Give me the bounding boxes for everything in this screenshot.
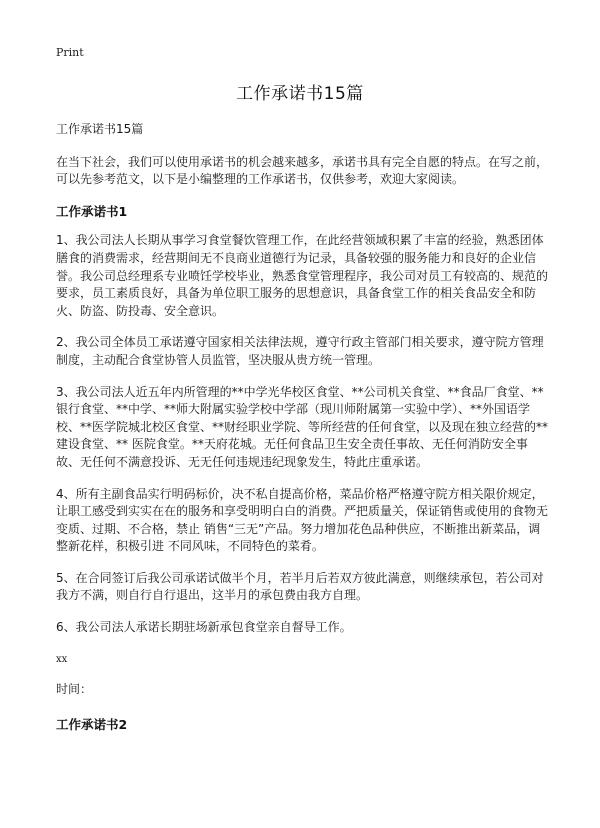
intro-paragraph: 在当下社会，我们可以使用承诺书的机会越来越多，承诺书具有完全自愿的特点。在写之前，可以先参考范文，以下是小编整理的工作承诺书，仅供参考，欢迎大家阅读。: [56, 154, 549, 187]
print-label[interactable]: Print: [56, 46, 84, 59]
document-body: [56, 121, 550, 745]
section-heading-1: 工作承诺书1: [56, 203, 128, 219]
section-heading-2: 工作承诺书2: [56, 716, 128, 732]
paragraph-4: 4、所有主副食品实行明码标价，决不私自提高价格，菜品价格严格遵守院方相关限价规定，让职工感受到实实在在的服务和享受明明白白的消费。严把质量关，保证销售或使用的食物无变质、过期、不合格，禁止 销售“三无”产品。努力增加花色品种供应，不断推出新菜品，调整新花样，积极引进 不同风味，不同特色的菜肴。: [56, 486, 549, 554]
signature: xx: [56, 653, 68, 665]
paragraph-2: 2、我公司全体员工承诺遵守国家相关法律法规，遵守行政主管部门相关要求，遵守院方管理制度，主动配合食堂协管人员监管，坚决服从贵方统一管理。: [56, 335, 544, 367]
time-label: 时间：: [56, 682, 93, 697]
page-title: 工作承诺书15篇: [236, 84, 364, 104]
paragraph-3: 3、我公司法人近五年内所管理的**中学光华校区食堂、**公司机关食堂、**食品厂食堂、**银行食堂、**中学、**师大附属实验学校中学部（现川师附属第一实验中学）、**外国语学校、**医学院城北校区食堂、**财经职业学院、等所经营的任何食堂，以及现在独立经营的**建设食堂、** 医院食堂。**天府花城。无任何食品卫生安全责任事故、无任何消防安全事故、无任何不满意投诉、无无任何违规违纪现象发生，特此庄重承诺。: [56, 384, 549, 469]
paragraph-5: 5、在合同签订后我公司承诺试做半个月，若半月后若双方彼此满意，则继续承包，若公司对我方不满，则自行自行退出，这半月的承包费由我方自理。: [56, 570, 544, 603]
document-subtitle: 工作承诺书15篇: [56, 122, 144, 136]
paragraph-1: 1、我公司法人长期从事学习食堂餐饮管理工作，在此经营领域积累了丰富的经验，熟悉团体膳食的消费需求，经营期间无不良商业道德行为记录，具备较强的服务能力和良好的企业信誉。我公司总经理系专业喷饪学校毕业，熟悉食堂管理程序，我公司对员工有较高的、规范的要求，员工素质良好，具备为单位职工服务的思想意识，具备食堂工作的相关食品安全和防火、防盗、防投毒、安全意识。: [56, 233, 549, 318]
paragraph-6: 6、我公司法人承诺长期驻场新承包食堂亲自督导工作。: [56, 620, 352, 635]
